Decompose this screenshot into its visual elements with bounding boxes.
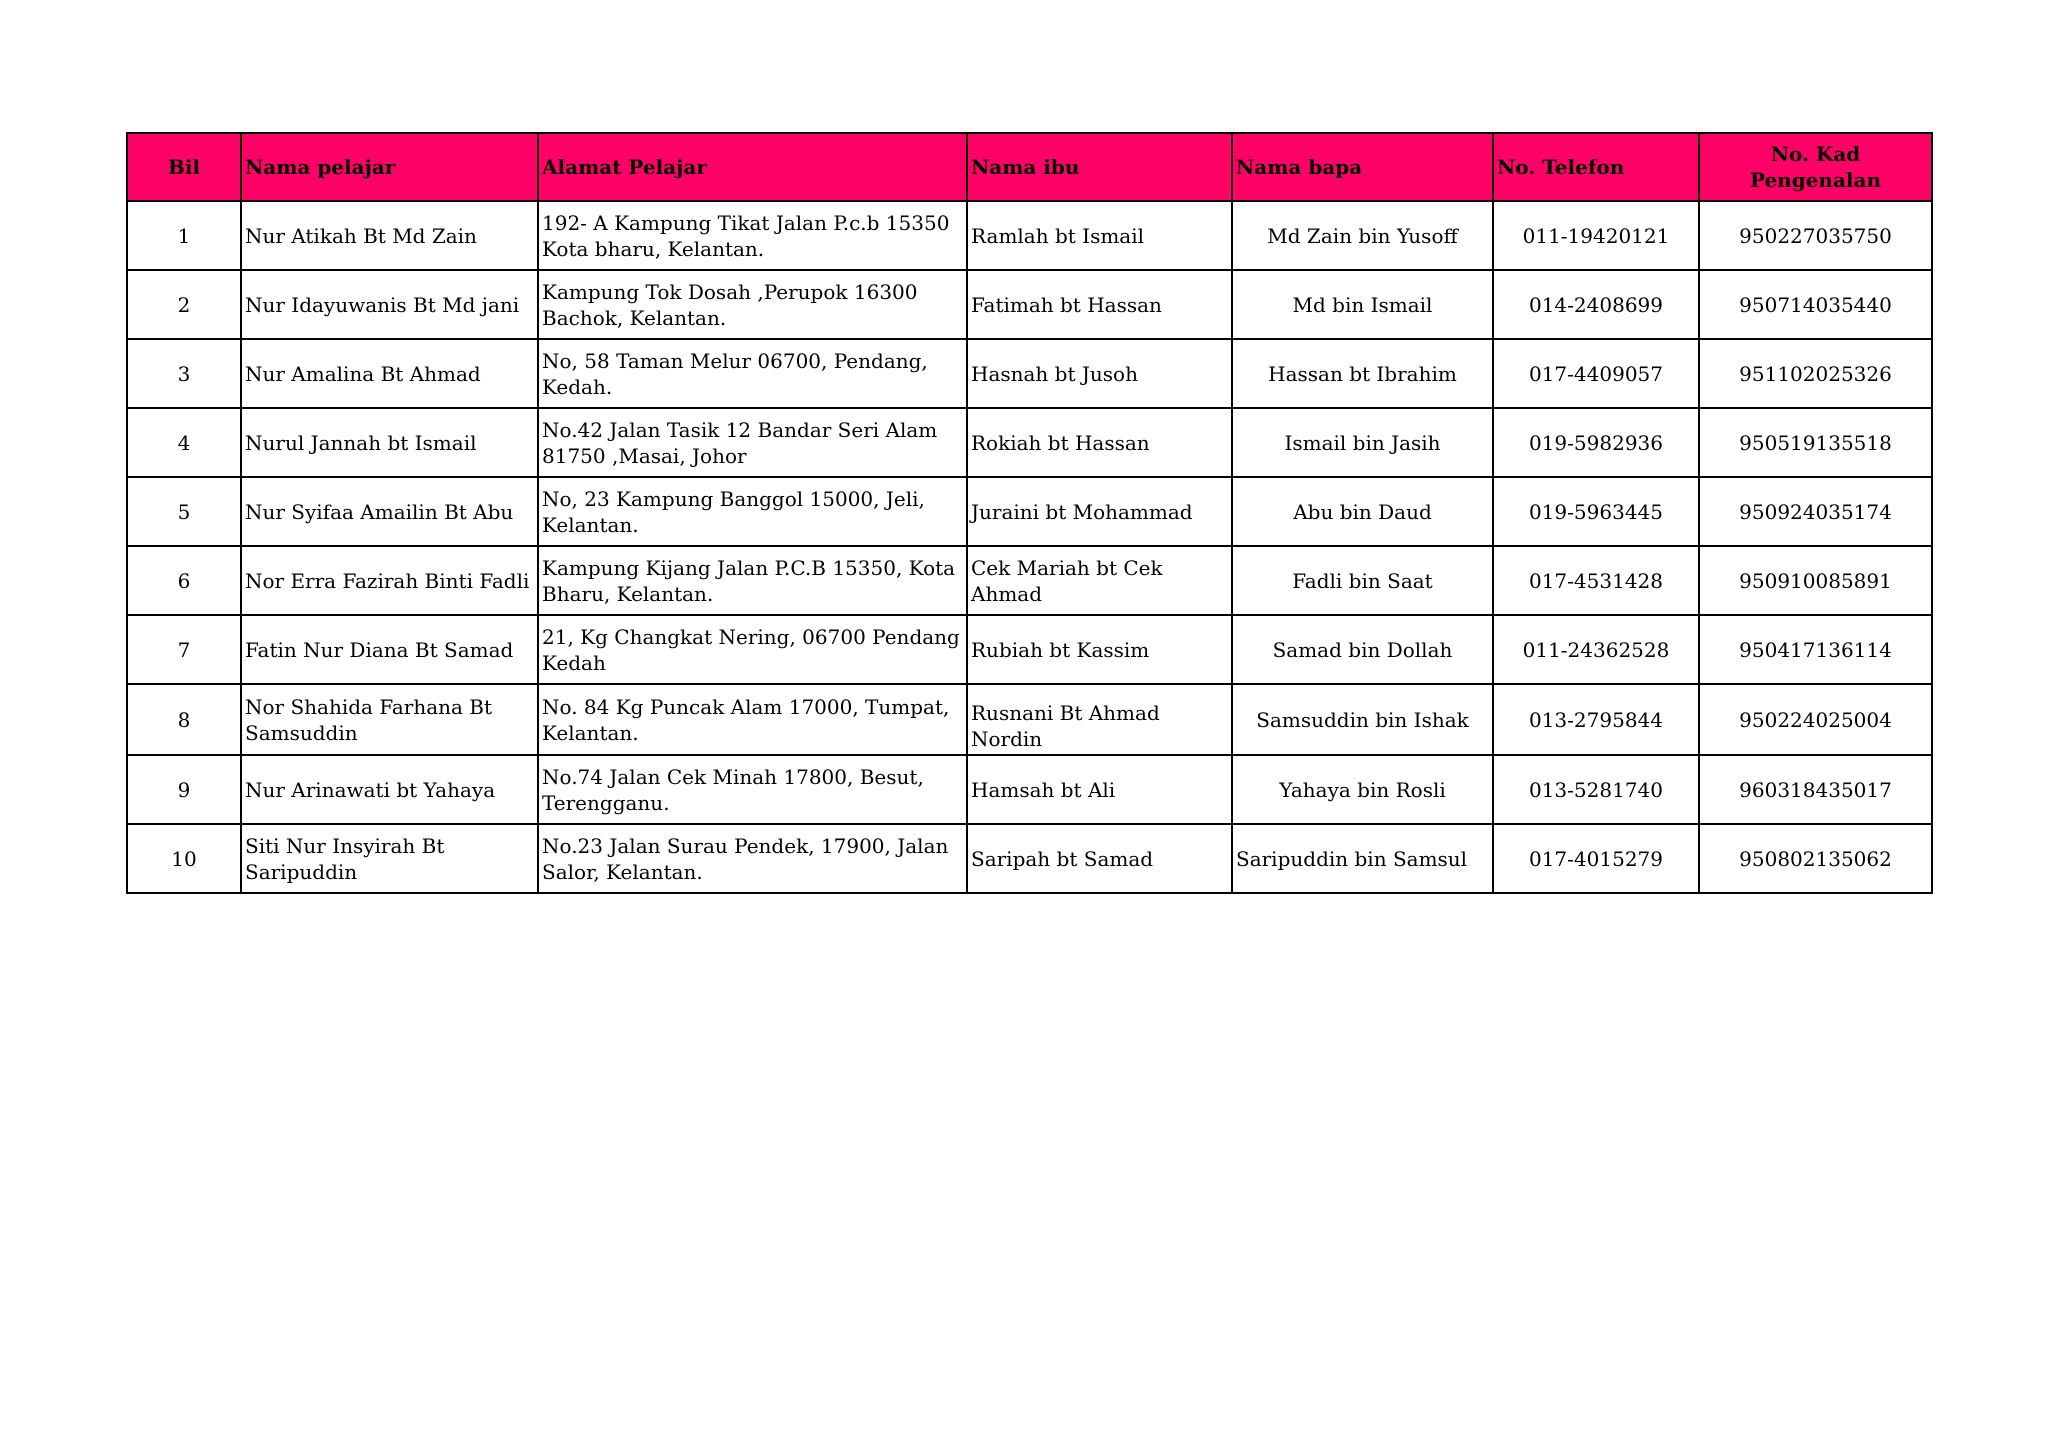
cell-bil: 2 xyxy=(127,270,241,339)
cell-nama-bapa: Fadli bin Saat xyxy=(1232,546,1493,615)
cell-nama-bapa: Ismail bin Jasih xyxy=(1232,408,1493,477)
cell-no-kad-pengenalan: 950227035750 xyxy=(1699,201,1932,270)
table-row xyxy=(127,339,1932,408)
cell-no-telefon: 014-2408699 xyxy=(1493,270,1699,339)
cell-no-telefon: 017-4015279 xyxy=(1493,824,1699,893)
cell-no-kad-pengenalan: 960318435017 xyxy=(1699,755,1932,824)
cell-nama-ibu: Saripah bt Samad xyxy=(967,824,1232,893)
table-row xyxy=(127,755,1932,824)
cell-bil: 3 xyxy=(127,339,241,408)
cell-nama-pelajar: Nor Shahida Farhana Bt Samsuddin xyxy=(241,684,538,755)
cell-nama-ibu: Rusnani Bt Ahmad Nordin xyxy=(967,684,1232,755)
header-bil: Bil xyxy=(127,133,241,201)
cell-nama-pelajar: Nor Erra Fazirah Binti Fadli xyxy=(241,546,538,615)
student-table xyxy=(126,132,1933,894)
cell-alamat-pelajar: No.23 Jalan Surau Pendek, 17900, Jalan Salor, Kelantan. xyxy=(538,824,967,893)
cell-nama-bapa: Samad bin Dollah xyxy=(1232,615,1493,684)
cell-nama-pelajar: Siti Nur Insyirah Bt Saripuddin xyxy=(241,824,538,893)
cell-no-telefon: 013-2795844 xyxy=(1493,684,1699,755)
cell-nama-pelajar: Nur Idayuwanis Bt Md jani xyxy=(241,270,538,339)
cell-bil: 5 xyxy=(127,477,241,546)
cell-alamat-pelajar: No.74 Jalan Cek Minah 17800, Besut, Terengganu. xyxy=(538,755,967,824)
cell-nama-pelajar: Nur Syifaa Amailin Bt Abu xyxy=(241,477,538,546)
cell-nama-ibu: Fatimah bt Hassan xyxy=(967,270,1232,339)
cell-no-kad-pengenalan: 951102025326 xyxy=(1699,339,1932,408)
cell-alamat-pelajar: No, 23 Kampung Banggol 15000, Jeli, Kelantan. xyxy=(538,477,967,546)
cell-alamat-pelajar: Kampung Kijang Jalan P.C.B 15350, Kota Bharu, Kelantan. xyxy=(538,546,967,615)
cell-nama-ibu: Ramlah bt Ismail xyxy=(967,201,1232,270)
cell-no-kad-pengenalan: 950924035174 xyxy=(1699,477,1932,546)
header-alamat-pelajar: Alamat Pelajar xyxy=(538,133,967,201)
cell-bil: 1 xyxy=(127,201,241,270)
cell-alamat-pelajar: No, 58 Taman Melur 06700, Pendang, Kedah. xyxy=(538,339,967,408)
cell-bil: 4 xyxy=(127,408,241,477)
table-row xyxy=(127,408,1932,477)
cell-bil: 10 xyxy=(127,824,241,893)
cell-no-telefon: 011-24362528 xyxy=(1493,615,1699,684)
cell-alamat-pelajar: 192- A Kampung Tikat Jalan P.c.b 15350 Kota bharu, Kelantan. xyxy=(538,201,967,270)
cell-no-kad-pengenalan: 950714035440 xyxy=(1699,270,1932,339)
cell-no-telefon: 017-4409057 xyxy=(1493,339,1699,408)
cell-no-kad-pengenalan: 950802135062 xyxy=(1699,824,1932,893)
cell-no-kad-pengenalan: 950224025004 xyxy=(1699,684,1932,755)
header-no-kad-pengenalan: No. Kad Pengenalan xyxy=(1699,133,1932,201)
table-row xyxy=(127,477,1932,546)
table-row xyxy=(127,546,1932,615)
cell-alamat-pelajar: Kampung Tok Dosah ,Perupok 16300 Bachok, Kelantan. xyxy=(538,270,967,339)
table-row xyxy=(127,615,1932,684)
header-no-telefon: No. Telefon xyxy=(1493,133,1699,201)
cell-bil: 8 xyxy=(127,684,241,755)
cell-nama-pelajar: Nur Amalina Bt Ahmad xyxy=(241,339,538,408)
cell-bil: 6 xyxy=(127,546,241,615)
cell-nama-bapa: Yahaya bin Rosli xyxy=(1232,755,1493,824)
cell-nama-pelajar: Nurul Jannah bt Ismail xyxy=(241,408,538,477)
cell-nama-ibu: Hasnah bt Jusoh xyxy=(967,339,1232,408)
table-row xyxy=(127,824,1932,893)
header-nama-pelajar: Nama pelajar xyxy=(241,133,538,201)
cell-nama-ibu: Rubiah bt Kassim xyxy=(967,615,1232,684)
cell-no-kad-pengenalan: 950519135518 xyxy=(1699,408,1932,477)
cell-nama-ibu: Rokiah bt Hassan xyxy=(967,408,1232,477)
header-row xyxy=(127,133,1932,201)
cell-nama-bapa: Abu bin Daud xyxy=(1232,477,1493,546)
header-nama-ibu: Nama ibu xyxy=(967,133,1232,201)
cell-nama-bapa: Md Zain bin Yusoff xyxy=(1232,201,1493,270)
cell-no-telefon: 013-5281740 xyxy=(1493,755,1699,824)
cell-nama-bapa: Md bin Ismail xyxy=(1232,270,1493,339)
table-row xyxy=(127,201,1932,270)
table-row xyxy=(127,270,1932,339)
cell-no-telefon: 011-19420121 xyxy=(1493,201,1699,270)
table-row xyxy=(127,684,1932,755)
cell-alamat-pelajar: 21, Kg Changkat Nering, 06700 Pendang Kedah xyxy=(538,615,967,684)
cell-nama-pelajar: Fatin Nur Diana Bt Samad xyxy=(241,615,538,684)
cell-nama-bapa: Samsuddin bin Ishak xyxy=(1232,684,1493,755)
cell-nama-bapa: Hassan bt Ibrahim xyxy=(1232,339,1493,408)
cell-no-telefon: 019-5982936 xyxy=(1493,408,1699,477)
cell-alamat-pelajar: No. 84 Kg Puncak Alam 17000, Tumpat, Kelantan. xyxy=(538,684,967,755)
cell-no-telefon: 019-5963445 xyxy=(1493,477,1699,546)
cell-nama-pelajar: Nur Arinawati bt Yahaya xyxy=(241,755,538,824)
header-nama-bapa: Nama bapa xyxy=(1232,133,1493,201)
cell-nama-ibu: Juraini bt Mohammad xyxy=(967,477,1232,546)
cell-bil: 9 xyxy=(127,755,241,824)
cell-nama-ibu: Cek Mariah bt Cek Ahmad xyxy=(967,546,1232,615)
cell-nama-pelajar: Nur Atikah Bt Md Zain xyxy=(241,201,538,270)
cell-bil: 7 xyxy=(127,615,241,684)
cell-alamat-pelajar: No.42 Jalan Tasik 12 Bandar Seri Alam 81750 ,Masai, Johor xyxy=(538,408,967,477)
cell-no-telefon: 017-4531428 xyxy=(1493,546,1699,615)
cell-no-kad-pengenalan: 950417136114 xyxy=(1699,615,1932,684)
cell-nama-ibu: Hamsah bt Ali xyxy=(967,755,1232,824)
cell-no-kad-pengenalan: 950910085891 xyxy=(1699,546,1932,615)
cell-nama-bapa: Saripuddin bin Samsul xyxy=(1232,824,1493,893)
